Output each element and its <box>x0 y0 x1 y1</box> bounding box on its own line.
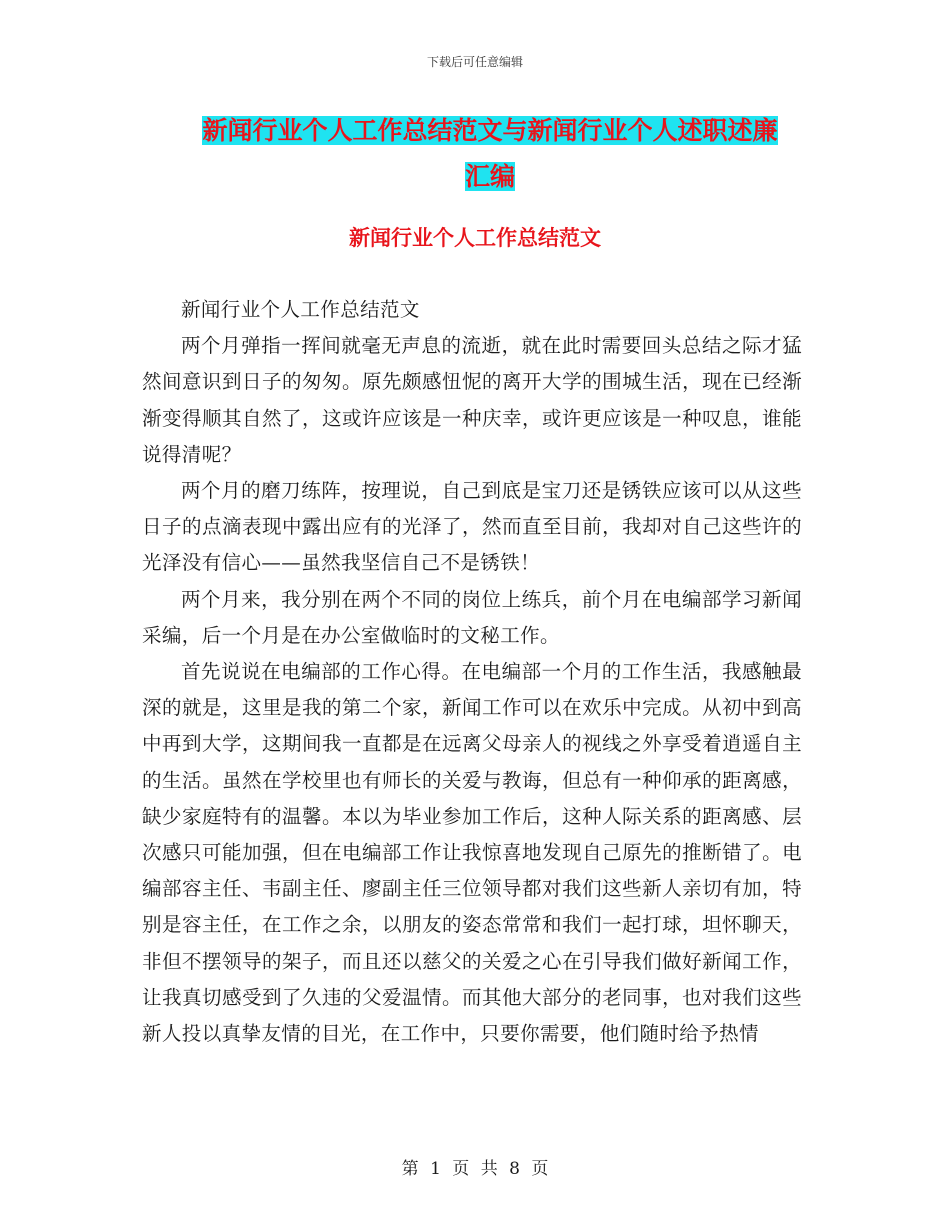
paragraph: 新闻行业个人工作总结范文 <box>181 298 420 321</box>
section-title: 新闻行业个人工作总结范文 <box>349 226 601 250</box>
document-title-line1: 新闻行业个人工作总结范文与新闻行业个人述职述廉 <box>202 116 778 145</box>
paragraph: 两个月来，我分别在两个不同的岗位上练兵，前个月在电编部学习新闻采编，后一个月是在办公室做临时的文秘工作。 <box>142 587 802 647</box>
body-text <box>142 292 802 1052</box>
paragraph: 首先说说在电编部的工作心得。在电编部一个月的工作生活，我感触最深的就是，这里是我的第二个家，新闻工作可以在欢乐中完成。从初中到高中再到大学，这期间我一直都是在远离父母亲人的视线之外享受着逍遥自主的生活。虽然在学校里也有师长的关爱与教诲，但总有一种仰承的距离感，缺少家庭特有的温馨。本以为毕业参加工作后，这种人际关系的距离感、层次感只可能加强，但在电编部工作让我惊喜地发现自己原先的推断错了。电编部容主任、韦副主任、廖副主任三位领导都对我们这些新人亲切有加，特别是容主任，在工作之余，以朋友的姿态常常和我们一起打球，坦怀聊天，非但不摆领导的架子，而且还以慈父的关爱之心在引导我们做好新闻工作，让我真切感受到了久违的父爱温情。而其他大部分的老同事，也对我们这些新人投以真挚友情的目光，在工作中，只要你需要，他们随时给予热情 <box>142 660 802 1046</box>
document-title <box>140 108 840 200</box>
paragraph: 两个月弹指一挥间就毫无声息的流逝，就在此时需要回头总结之际才猛然间意识到日子的匆匆。原先颇感忸怩的离开大学的围城生活，现在已经渐渐变得顺其自然了，这或许应该是一种庆幸，或许更应该是一种叹息，谁能说得清呢？ <box>142 334 802 466</box>
document-title-line2: 汇编 <box>464 162 515 191</box>
paragraph: 两个月的磨刀练阵，按理说，自己到底是宝刀还是锈铁应该可以从这些日子的点滴表现中露出应有的光泽了，然而直至目前，我却对自己这些许的光泽没有信心——虽然我坚信自己不是锈铁！ <box>142 479 802 575</box>
header-note: 下载后可任意编辑 <box>426 55 523 69</box>
page-footer: 第 1 页 共 8 页 <box>401 1159 549 1179</box>
